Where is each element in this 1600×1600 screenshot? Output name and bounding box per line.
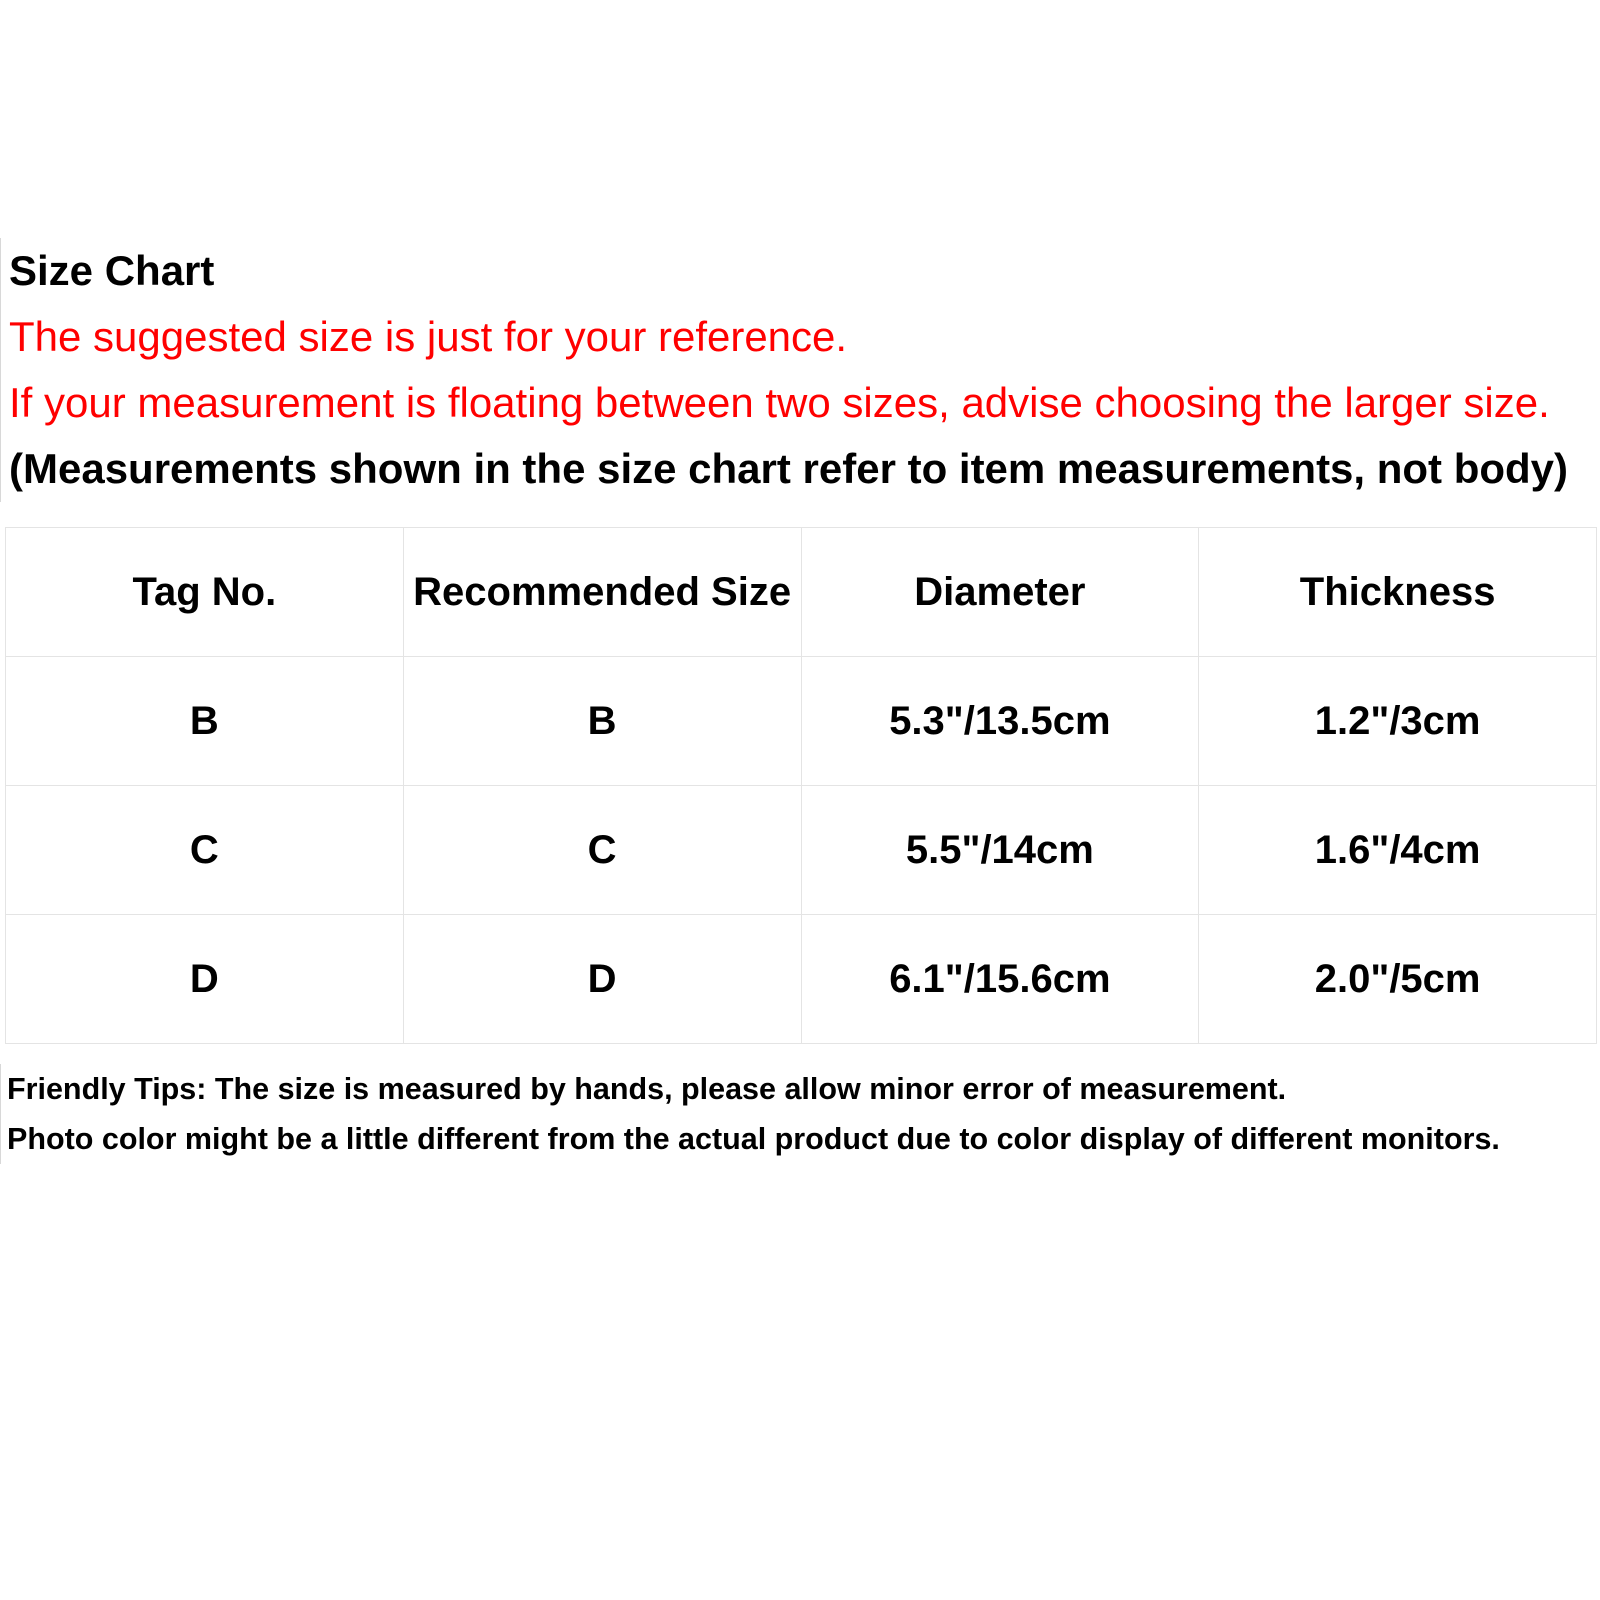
cell-thickness: 1.2"/3cm (1199, 657, 1597, 786)
cell-diameter: 5.3"/13.5cm (801, 657, 1199, 786)
column-header-thickness: Thickness (1199, 528, 1597, 657)
cell-diameter: 6.1"/15.6cm (801, 915, 1199, 1044)
measurement-disclaimer: (Measurements shown in the size chart refer to item measurements, not body) (9, 445, 1569, 492)
cell-tag-no: D (6, 915, 404, 1044)
table-row (6, 786, 1597, 915)
cell-recommended-size: C (403, 786, 801, 915)
cell-diameter: 5.5"/14cm (801, 786, 1199, 915)
color-tip: Photo color might be a little different from the actual product due to color display of different monitors. (7, 1122, 1500, 1156)
table-row (6, 657, 1597, 786)
size-chart-intro (0, 238, 1600, 502)
reference-note: The suggested size is just for your reference. (9, 313, 848, 360)
page-title: Size Chart (9, 247, 215, 294)
cell-thickness: 2.0"/5cm (1199, 915, 1597, 1044)
cell-recommended-size: D (403, 915, 801, 1044)
table-row (6, 915, 1597, 1044)
cell-tag-no: B (6, 657, 404, 786)
cell-recommended-size: B (403, 657, 801, 786)
table-header-row (6, 528, 1597, 657)
column-header-diameter: Diameter (801, 528, 1199, 657)
size-table (5, 527, 1597, 1044)
column-header-tag-no: Tag No. (6, 528, 404, 657)
friendly-tips (0, 1064, 1600, 1164)
cell-tag-no: C (6, 786, 404, 915)
sizing-advice-note: If your measurement is floating between two sizes, advise choosing the larger size. (9, 379, 1550, 426)
cell-thickness: 1.6"/4cm (1199, 786, 1597, 915)
measurement-tip: Friendly Tips: The size is measured by hands, please allow minor error of measurement. (7, 1072, 1287, 1106)
column-header-recommended-size: Recommended Size (403, 528, 801, 657)
